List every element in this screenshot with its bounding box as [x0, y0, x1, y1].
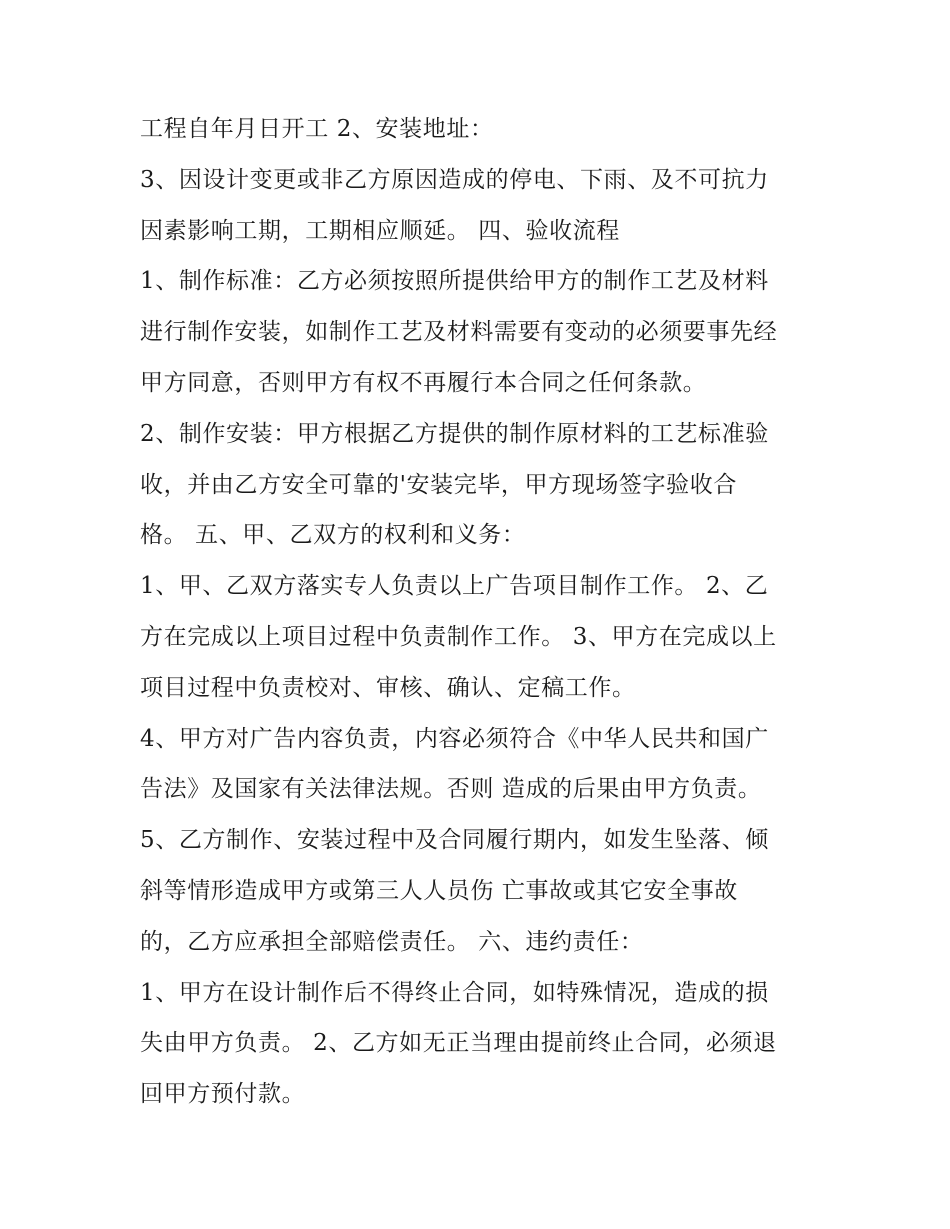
- text-line: 因素影响工期，工期相应顺延。 四、验收流程: [140, 217, 620, 244]
- text-line: 收，并由乙方安全可靠的'安装完毕，甲方现场签字验收合: [140, 471, 737, 498]
- text-line: 失由甲方负责。 2、乙方如无正当理由提前终止合同，必须退: [140, 1030, 777, 1057]
- text-line: 1、甲方在设计制作后不得终止合同，如特殊情况，造成的损: [140, 979, 769, 1006]
- text-line: 4、甲方对广告内容负责，内容必须符合《中华人民共和国广: [140, 725, 769, 752]
- contract-text-body: [140, 104, 820, 1120]
- text-line: 工程自年月日开工 2、安装地址：: [140, 116, 494, 142]
- text-line: 方在完成以上项目过程中负责制作工作。 3、甲方在完成以上: [140, 623, 777, 650]
- text-line: 3、因设计变更或非乙方原因造成的停电、下雨、及不可抗力: [140, 166, 769, 193]
- text-line: 5、乙方制作、安装过程中及合同履行期内，如发生坠落、倾: [140, 827, 769, 854]
- text-line: 进行制作安装，如制作工艺及材料需要有变动的必须要事先经: [140, 319, 778, 346]
- text-line: 2、制作安装：甲方根据乙方提供的制作原材料的工艺标准验: [140, 420, 769, 447]
- text-line: 1、甲、乙双方落实专人负责以上广告项目制作工作。 2、乙: [140, 573, 769, 600]
- text-line: 斜等情形造成甲方或第三人人员伤 亡事故或其它安全事故: [140, 877, 738, 904]
- text-line: 告法》及国家有关法律法规。否则 造成的后果由甲方负责。: [140, 776, 762, 803]
- text-line: 1、制作标准：乙方必须按照所提供给甲方的制作工艺及材料: [140, 268, 769, 295]
- text-line: 回甲方预付款。: [140, 1081, 306, 1108]
- text-line: 格。 五、甲、乙双方的权利和义务：: [140, 522, 526, 549]
- text-line: 甲方同意，否则甲方有权不再履行本合同之任何条款。: [140, 369, 707, 396]
- text-line: 项目过程中负责校对、审核、确认、定稿工作。: [140, 674, 636, 701]
- text-line: 的，乙方应承担全部赔偿责任。 六、违约责任：: [140, 928, 644, 955]
